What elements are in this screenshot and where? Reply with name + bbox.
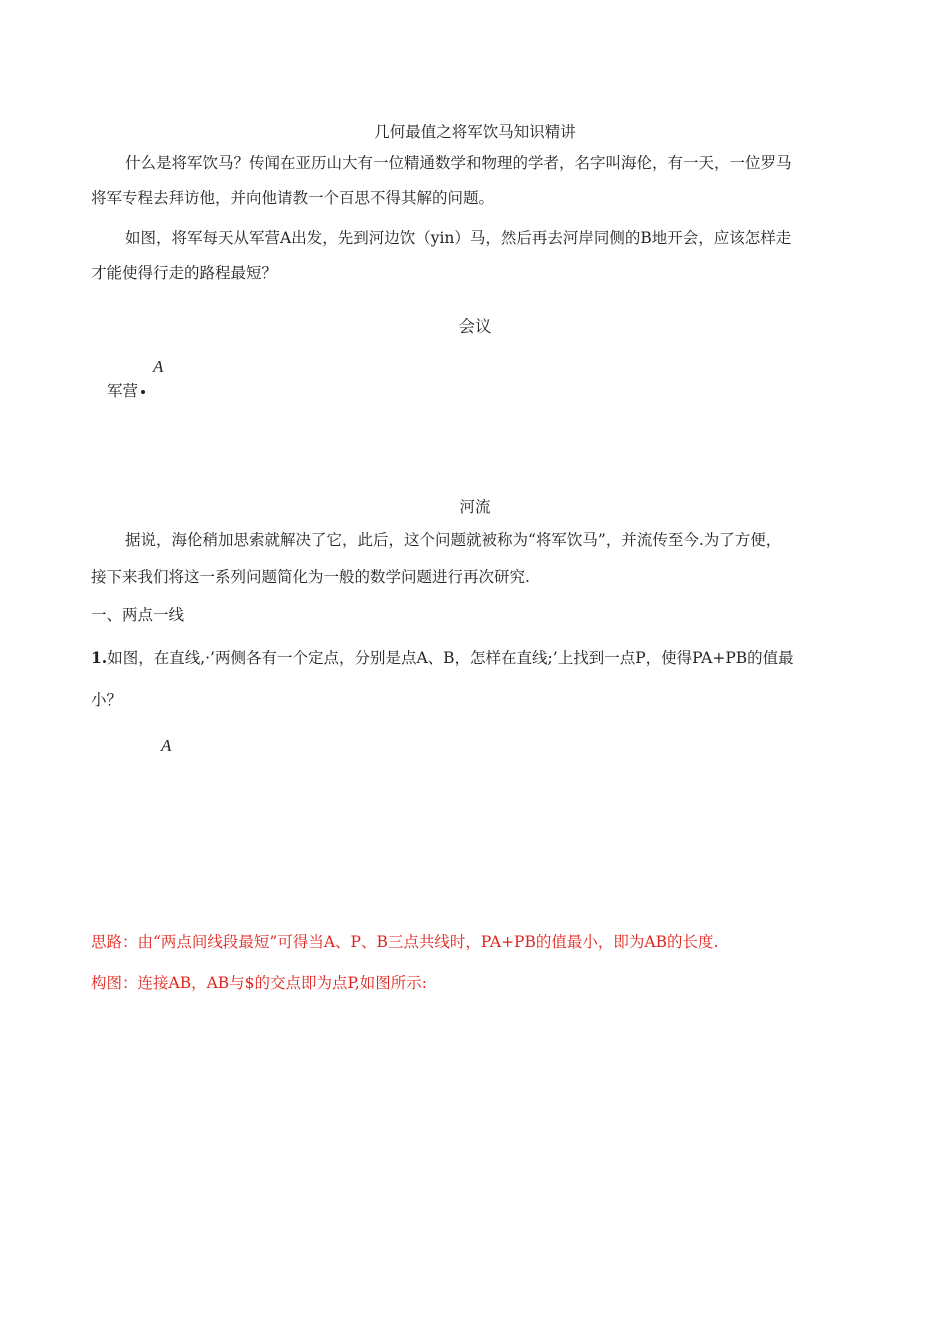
intro-paragraph-1-line-1: 什么是将军饮马？传闻在亚历山大有一位精通数学和物理的学者，名字叫海伦，有一天，一位罗马 xyxy=(125,154,792,172)
camp-label: 军营 xyxy=(107,382,139,400)
story-line-1: 据说，海伦稍加思索就解决了它，此后，这个问题就被称为“将军饮马”，并流传至今.为了方便， xyxy=(125,531,782,549)
intro-paragraph-1-line-2: 将军专程去拜访他，并向他请教一个百思不得其解的问题。 xyxy=(91,189,495,207)
question-1-line-1 xyxy=(91,646,794,668)
question-number: 1. xyxy=(91,648,108,667)
point-a-label: A xyxy=(153,357,164,376)
solution-construction: 构图：连接AB，AB与$的交点即为点P,如图所示: xyxy=(91,974,427,992)
section-heading: 一、两点一线 xyxy=(91,606,185,624)
intro-paragraph-2-line-1: 如图，将军每天从军营A出发，先到河边饮（yin）马，然后再去河岸同侧的B地开会，应该怎样走 xyxy=(125,229,792,247)
intro-paragraph-2-line-2: 才能使得行走的路程最短？ xyxy=(91,264,278,282)
story-line-2: 接下来我们将这一系列问题简化为一般的数学问题进行再次研究. xyxy=(91,568,530,586)
page-title: 几何最值之将军饮马知识精讲 xyxy=(374,123,576,141)
figure2-point-a-label: A xyxy=(161,736,172,755)
river-label: 河流 xyxy=(459,498,491,516)
question-1-line-2: 小？ xyxy=(91,691,123,709)
camp-point xyxy=(107,379,145,401)
solution-idea: 思路：由“两点间线段最短”可得当A、P、B三点共线时，PA+PB的值最小，即为AB的长度. xyxy=(91,933,719,951)
camp-dot xyxy=(141,390,145,394)
meeting-label: 会议 xyxy=(458,317,492,336)
question-1-text: 如图，在直线,·’两侧各有一个定点，分别是点A、B，怎样在直线;’上找到一点P，使得PA+PB的值最 xyxy=(107,649,794,667)
